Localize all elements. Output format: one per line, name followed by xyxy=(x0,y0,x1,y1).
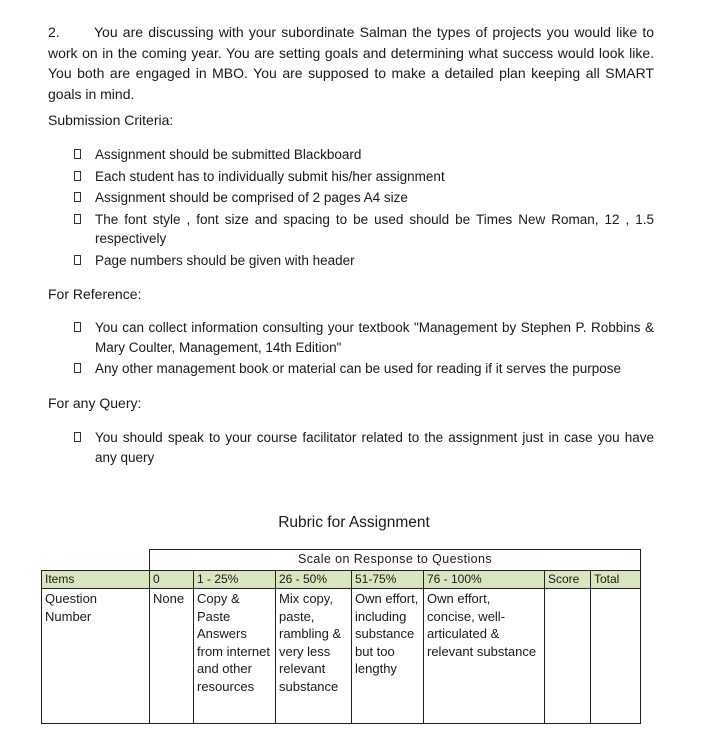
list-item: You should speak to your course facilitator related to the assignment just in case you have any query xyxy=(74,428,654,467)
list-item: Any other management book or material can be used for reading if it serves the purpose xyxy=(74,359,654,379)
column-header: 26 - 50% xyxy=(276,571,352,589)
checkbox-bullet-icon xyxy=(74,149,81,159)
list-item: Assignment should be comprised of 2 pages A4 size xyxy=(74,188,654,208)
checkbox-bullet-icon xyxy=(74,363,81,373)
checkbox-bullet-icon xyxy=(74,192,81,202)
list-item: Each student has to individually submit his/her assignment xyxy=(74,167,654,187)
reference-heading: For Reference: xyxy=(48,286,142,302)
list-item: The font style , font size and spacing to be used should be Times New Roman, 12 , 1.5 respectively xyxy=(74,210,654,249)
list-item: Assignment should be submitted Blackboard xyxy=(74,145,654,165)
checkbox-bullet-icon xyxy=(74,432,81,442)
rubric-title: Rubric for Assignment xyxy=(278,514,430,531)
table-cell: Question Number xyxy=(42,589,150,724)
column-header: Items xyxy=(42,571,150,589)
column-header: 0 xyxy=(150,571,194,589)
reference-list xyxy=(74,318,654,381)
table-header-row xyxy=(42,571,641,589)
table-cell xyxy=(591,589,641,724)
checkbox-bullet-icon xyxy=(74,214,81,224)
column-header: Total xyxy=(591,571,641,589)
question-number: 2. xyxy=(48,24,60,40)
checkbox-bullet-icon xyxy=(74,171,81,181)
table-cell: None xyxy=(150,589,194,724)
column-header: 51-75% xyxy=(352,571,424,589)
table-row xyxy=(42,550,641,571)
list-item: Page numbers should be given with header xyxy=(74,251,654,271)
checkbox-bullet-icon xyxy=(74,322,81,332)
query-list xyxy=(74,428,654,469)
column-header: 1 - 25% xyxy=(194,571,276,589)
submission-criteria-list xyxy=(74,145,654,272)
table-cell: Mix copy, paste, rambling & very less relevant substance xyxy=(276,589,352,724)
question-text: You are discussing with your subordinate Salman the types of projects you would like to work on in the coming year. You are setting goals and determining what success would look like. You both are engaged in MBO. You are supposed to make a detailed plan keeping all SMART goals in mind. xyxy=(48,24,654,102)
scale-header: Scale on Response to Questions xyxy=(150,550,641,571)
query-heading: For any Query: xyxy=(48,395,142,411)
table-cell: Copy & Paste Answers from internet and other resources xyxy=(194,589,276,724)
table-cell xyxy=(545,589,591,724)
table-cell: Own effort, concise, well-articulated & relevant substance xyxy=(424,589,545,724)
column-header: 76 - 100% xyxy=(424,571,545,589)
submission-criteria-heading: Submission Criteria: xyxy=(48,112,174,128)
table-cell: Own effort, including substance but too lengthy xyxy=(352,589,424,724)
question-paragraph xyxy=(48,22,654,104)
rubric-table xyxy=(41,549,641,724)
table-row xyxy=(42,589,641,724)
column-header: Score xyxy=(545,571,591,589)
checkbox-bullet-icon xyxy=(74,255,81,265)
list-item: You can collect information consulting your textbook "Management by Stephen P. Robbins & Mary Coulter, Management, 14th Edition" xyxy=(74,318,654,357)
